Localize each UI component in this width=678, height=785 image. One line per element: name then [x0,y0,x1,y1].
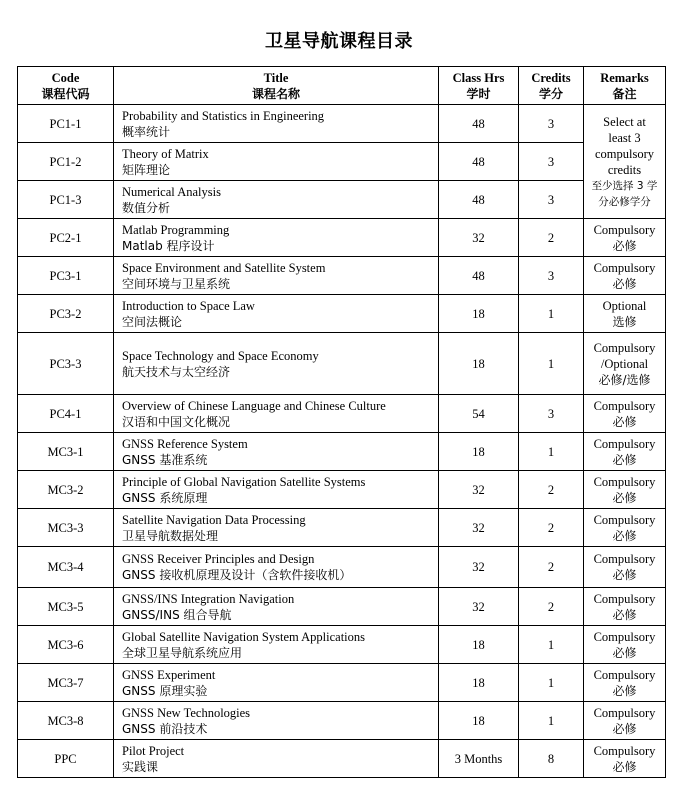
course-code: PC1-1 [18,105,114,143]
class-hours: 48 [439,181,519,219]
class-hours: 18 [439,702,519,740]
class-hours: 32 [439,471,519,509]
remark: Compulsory /Optional 必修/选修 [584,333,666,395]
header-hours: Class Hrs 学时 [439,67,519,105]
credits: 2 [519,219,584,257]
course-title: Theory of Matrix 矩阵理论 [114,143,439,181]
course-code: MC3-7 [18,664,114,702]
course-code: MC3-2 [18,471,114,509]
course-title: Space Environment and Satellite System 空间环境与卫星系统 [114,257,439,295]
course-code: PC3-1 [18,257,114,295]
table-row [18,143,666,181]
credits: 1 [519,626,584,664]
credits: 2 [519,547,584,588]
table-row [18,588,666,626]
course-title: GNSS Experiment GNSS 原理实验 [114,664,439,702]
table-row [18,509,666,547]
class-hours: 32 [439,588,519,626]
course-title: GNSS Reference System GNSS 基准系统 [114,433,439,471]
credits: 2 [519,509,584,547]
table-row [18,626,666,664]
course-title: Principle of Global Navigation Satellite Systems GNSS 系统原理 [114,471,439,509]
course-table [17,66,666,778]
credits: 1 [519,295,584,333]
table-row [18,740,666,778]
remark: Compulsory 必修 [584,433,666,471]
remark: Compulsory 必修 [584,471,666,509]
course-title: Global Satellite Navigation System Applications 全球卫星导航系统应用 [114,626,439,664]
course-title: GNSS Receiver Principles and Design GNSS 接收机原理及设计（含软件接收机） [114,547,439,588]
class-hours: 3 Months [439,740,519,778]
table-row [18,295,666,333]
credits: 1 [519,702,584,740]
table-row [18,181,666,219]
table-row [18,395,666,433]
remark: Compulsory 必修 [584,395,666,433]
table-row [18,702,666,740]
header-code: Code 课程代码 [18,67,114,105]
table-row [18,664,666,702]
remark: Compulsory 必修 [584,664,666,702]
course-title: Introduction to Space Law 空间法概论 [114,295,439,333]
remark: Compulsory 必修 [584,219,666,257]
header-credits: Credits 学分 [519,67,584,105]
course-title: Probability and Statistics in Engineering 概率统计 [114,105,439,143]
course-title: Satellite Navigation Data Processing 卫星导航数据处理 [114,509,439,547]
table-row [18,471,666,509]
class-hours: 54 [439,395,519,433]
course-code: PC3-3 [18,333,114,395]
remark: Compulsory 必修 [584,257,666,295]
course-code: MC3-6 [18,626,114,664]
class-hours: 18 [439,333,519,395]
course-title: Matlab Programming Matlab 程序设计 [114,219,439,257]
course-code: PC1-2 [18,143,114,181]
class-hours: 32 [439,509,519,547]
header-row [18,67,666,105]
course-title: Pilot Project 实践课 [114,740,439,778]
course-title: Overview of Chinese Language and Chinese Culture 汉语和中国文化概况 [114,395,439,433]
class-hours: 32 [439,547,519,588]
credits: 1 [519,664,584,702]
credits: 8 [519,740,584,778]
credits: 3 [519,257,584,295]
course-code: PC1-3 [18,181,114,219]
remark: Compulsory 必修 [584,626,666,664]
course-code: MC3-8 [18,702,114,740]
course-code: MC3-1 [18,433,114,471]
page-title: 卫星导航课程目录 [265,31,413,52]
course-code: MC3-3 [18,509,114,547]
credits: 2 [519,471,584,509]
credits: 3 [519,395,584,433]
group-remark: Select at least 3 compulsory credits 至少选择 3 学 分必修学分 [584,105,666,219]
class-hours: 48 [439,105,519,143]
table-row [18,433,666,471]
table-row [18,547,666,588]
credits: 1 [519,433,584,471]
header-title: Title 课程名称 [114,67,439,105]
course-code: PC2-1 [18,219,114,257]
class-hours: 18 [439,433,519,471]
remark: Optional 选修 [584,295,666,333]
course-title: Numerical Analysis 数值分析 [114,181,439,219]
course-code: MC3-5 [18,588,114,626]
header-remarks: Remarks 备注 [584,67,666,105]
table-row [18,219,666,257]
course-title: GNSS/INS Integration Navigation GNSS/INS 组合导航 [114,588,439,626]
table-row [18,105,666,143]
course-code: PC3-2 [18,295,114,333]
course-code: MC3-4 [18,547,114,588]
course-code: PC4-1 [18,395,114,433]
class-hours: 32 [439,219,519,257]
course-title: GNSS New Technologies GNSS 前沿技术 [114,702,439,740]
remark: Compulsory 必修 [584,740,666,778]
remark: Compulsory 必修 [584,547,666,588]
remark: Compulsory 必修 [584,509,666,547]
remark: Compulsory 必修 [584,588,666,626]
course-title: Space Technology and Space Economy 航天技术与太空经济 [114,333,439,395]
table-row [18,257,666,295]
class-hours: 48 [439,257,519,295]
table-row [18,333,666,395]
credits: 2 [519,588,584,626]
credits: 3 [519,105,584,143]
course-code: PPC [18,740,114,778]
credits: 3 [519,143,584,181]
class-hours: 18 [439,664,519,702]
class-hours: 18 [439,626,519,664]
credits: 1 [519,333,584,395]
class-hours: 48 [439,143,519,181]
remark: Compulsory 必修 [584,702,666,740]
credits: 3 [519,181,584,219]
class-hours: 18 [439,295,519,333]
